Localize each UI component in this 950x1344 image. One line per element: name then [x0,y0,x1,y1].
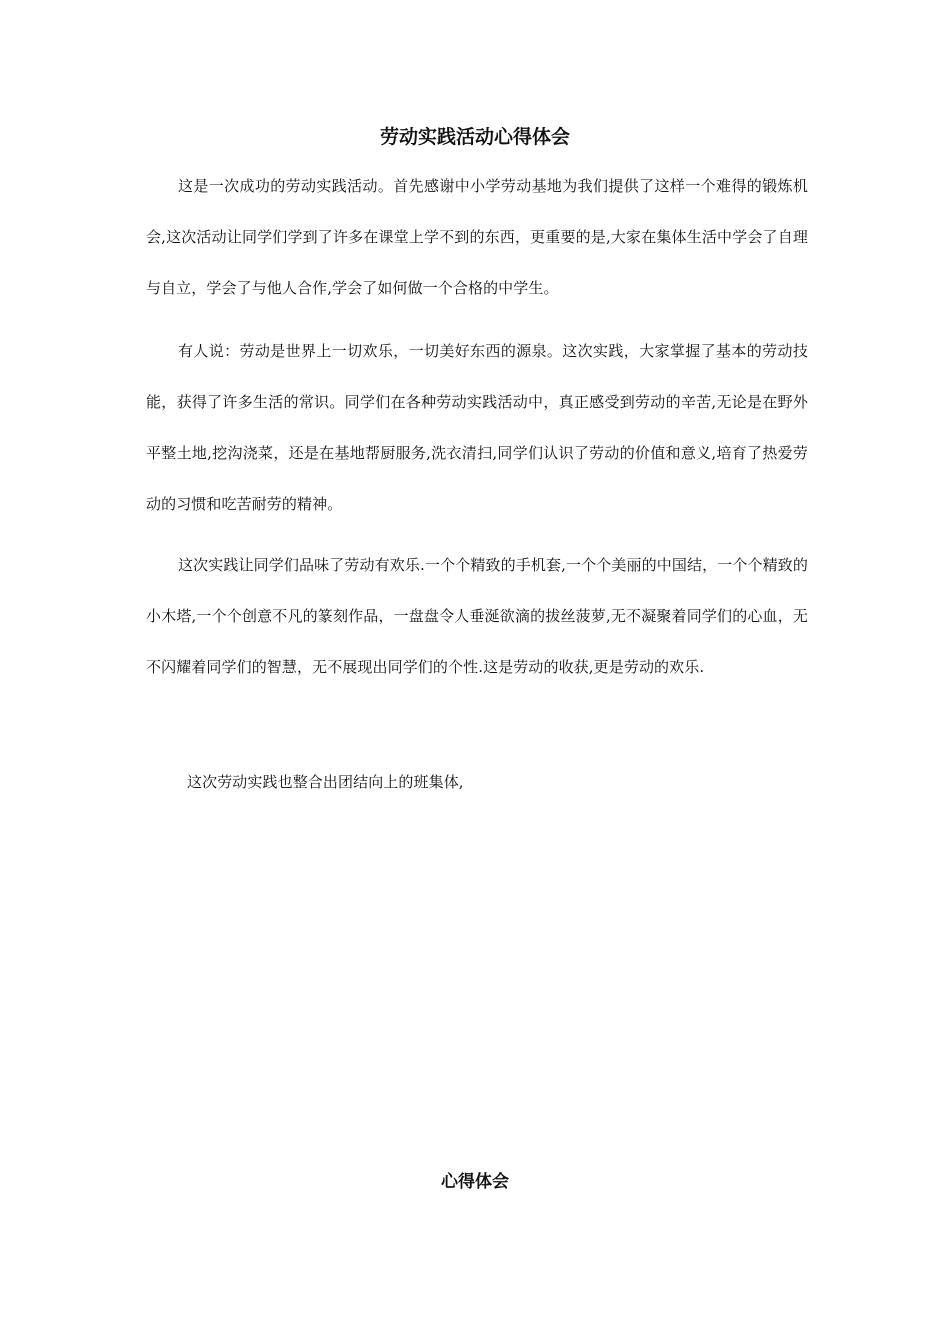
paragraph-2: 有人说：劳动是世界上一切欢乐，一切美好东西的源泉。这次实践，大家掌握了基本的劳动技能，获得了许多生活的常识。同学们在各种劳动实践活动中，真正感受到劳动的辛苦,无论是在野外平整土地,挖沟浇菜，还是在基地帮厨服务,洗衣清扫,同学们认识了劳动的价值和意义,培育了热爱劳动的习惯和吃苦耐劳的精神。 [146,342,808,513]
paragraph-4: 这次劳动实践也整合出团结向上的班集体, [187,773,464,791]
footer-title: 心得体会 [441,1172,509,1192]
paragraph-1: 这是一次成功的劳动实践活动。首先感谢中小学劳动基地为我们提供了这样一个难得的锻炼机会,这次活动让同学们学到了许多在课堂上学不到的东西，更重要的是,大家在集体生活中学会了自理与自立，学会了与他人合作,学会了如何做一个合格的中学生。 [146,177,808,297]
paragraph-3: 这次实践让同学们品味了劳动有欢乐.一个个精致的手机套,一个个美丽的中国结，一个个精致的小木塔,一个个创意不凡的篆刻作品，一盘盘令人垂涎欲滴的拔丝菠萝,无不凝聚着同学们的心血，无不闪耀着同学们的智慧，无不展现出同学们的个性.这是劳动的收获,更是劳动的欢乐. [146,556,808,676]
document-title: 劳动实践活动心得体会 [379,126,570,148]
